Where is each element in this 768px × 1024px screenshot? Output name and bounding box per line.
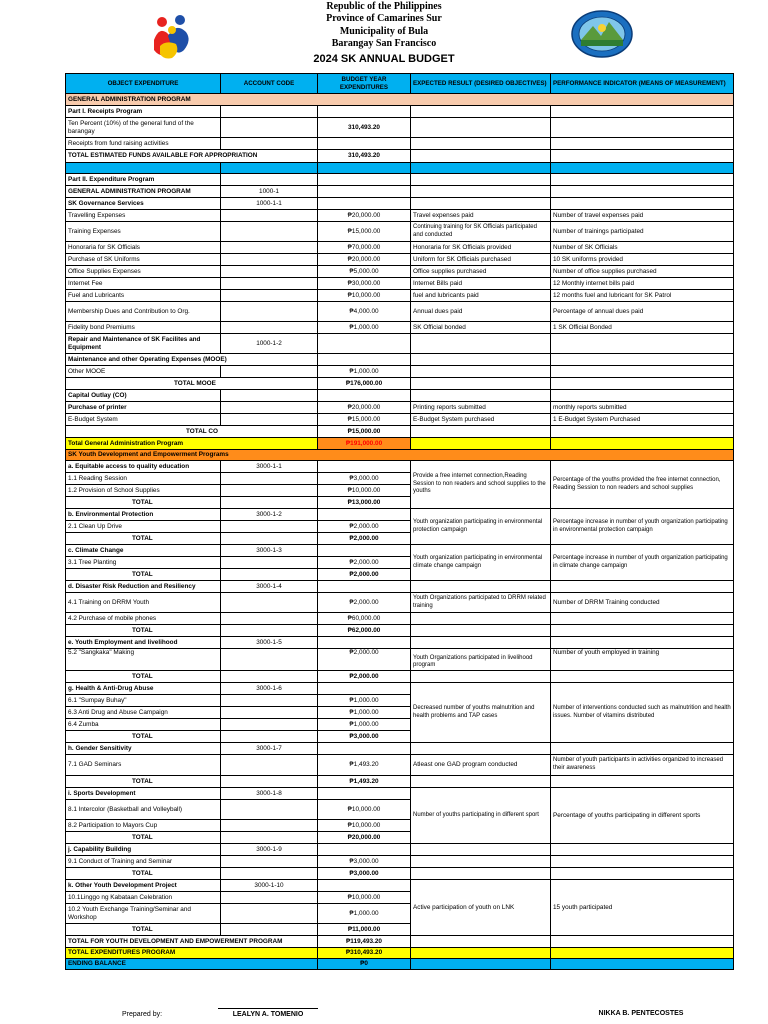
row-amount: ₱20,000.00	[318, 832, 411, 844]
row-label: h. Gender Sensitivity	[66, 743, 221, 755]
table-row	[66, 242, 734, 254]
row-amount: 310,493.20	[318, 118, 411, 138]
table-row	[66, 94, 734, 106]
row-expected: SK Official bonded	[411, 322, 551, 334]
row-label: TOTAL	[66, 625, 221, 637]
budget-table	[65, 73, 734, 970]
document-title: 2024 SK ANNUAL BUDGET	[313, 53, 455, 65]
row-amount: ₱1,000.00	[318, 904, 411, 924]
table-row	[66, 844, 734, 856]
row-label: a. Equitable access to quality education	[66, 461, 221, 473]
row-indicator: Percentage of annual dues paid	[551, 302, 734, 322]
row-label: Travelling Expenses	[66, 210, 221, 222]
row-amount: ₱310,493.20	[318, 948, 411, 959]
row-indicator: Number of SK Officials	[551, 242, 734, 254]
row-label: d. Disaster Risk Reduction and Resiliency	[66, 581, 221, 593]
row-label: 8.2 Participation to Mayors Cup	[66, 820, 221, 832]
row-amount: ₱13,000.00	[318, 497, 411, 509]
row-amount: ₱2,000.00	[318, 593, 411, 613]
row-label: g. Health & Anti-Drug Abuse	[66, 683, 221, 695]
row-label: c. Climate Change	[66, 545, 221, 557]
table-row	[66, 222, 734, 242]
row-indicator: 12 Monthly internet bills paid	[551, 278, 734, 290]
row-label: TOTAL EXPENDITURES PROGRAM	[66, 948, 318, 959]
row-amount: ₱15,000.00	[318, 414, 411, 426]
table-row	[66, 354, 734, 366]
row-expected: Youth Organizations participated in livelihood program	[411, 649, 551, 671]
row-label: TOTAL MOOE	[66, 378, 318, 390]
table-row	[66, 322, 734, 334]
header-line-republic: Republic of the Philippines	[326, 1, 442, 12]
row-label: 7.1 GAD Seminars	[66, 755, 221, 776]
row-label: GENERAL ADMINISTRATION PROGRAM	[66, 186, 221, 198]
row-amount: ₱62,000.00	[318, 625, 411, 637]
row-indicator: Percentage of the youths provided the free internet connection, Reading Session to non readers and school supplies	[551, 461, 734, 509]
row-expected: Continuing training for SK Officials participated and conducted	[411, 222, 551, 242]
row-indicator: 1 E-Budget System Purchased	[551, 414, 734, 426]
table-row	[66, 450, 734, 461]
row-amount: ₱10,000.00	[318, 892, 411, 904]
row-amount: ₱10,000.00	[318, 485, 411, 497]
header-lines	[0, 1, 768, 51]
row-indicator: Percentage of youths participating in different sports	[551, 788, 734, 844]
table-row	[66, 254, 734, 266]
row-code: 3000-1-10	[221, 880, 318, 892]
row-code: 3000-1-3	[221, 545, 318, 557]
row-expected: Atleast one GAD program conducted	[411, 755, 551, 776]
row-amount: ₱2,000.00	[318, 521, 411, 533]
table-row	[66, 948, 734, 959]
row-label: SK Governance Services	[66, 198, 221, 210]
row-code: 3000-1-8	[221, 788, 318, 800]
document-header	[0, 0, 768, 72]
column-header-account: ACCOUNT CODE	[221, 74, 318, 94]
row-amount: ₱11,000.00	[318, 924, 411, 936]
row-amount: ₱1,000.00	[318, 707, 411, 719]
row-label: ENDING BALANCE	[66, 959, 318, 970]
row-amount: ₱4,000.00	[318, 302, 411, 322]
table-row	[66, 334, 734, 354]
row-amount: ₱2,000.00	[318, 533, 411, 545]
row-label: Purchase of printer	[66, 402, 221, 414]
row-label: Membership Dues and Contribution to Org.	[66, 302, 221, 322]
row-label: Office Supplies Expenses	[66, 266, 221, 278]
table-row	[66, 198, 734, 210]
row-amount: ₱119,493.20	[318, 936, 411, 948]
row-code: 3000-1-4	[221, 581, 318, 593]
table-row	[66, 776, 734, 788]
row-expected: Honoraria for SK Officials provided	[411, 242, 551, 254]
row-amount: ₱3,000.00	[318, 868, 411, 880]
column-header-expected: EXPECTED RESULT (DESIRED OBJECTIVES)	[411, 74, 551, 94]
table-row	[66, 936, 734, 948]
table-row	[66, 581, 734, 593]
row-expected: Youth organization participating in environmental protection campaign	[411, 509, 551, 545]
row-label: 4.1 Training on DRRM Youth	[66, 593, 221, 613]
row-amount: ₱60,000.00	[318, 613, 411, 625]
row-label: Part I. Receipts Program	[66, 106, 221, 118]
table-row	[66, 150, 734, 163]
row-label: 6.3 Anti Drug and Abuse Campaign	[66, 707, 221, 719]
row-amount: ₱15,000.00	[318, 222, 411, 242]
row-amount: ₱2,000.00	[318, 671, 411, 683]
row-amount: ₱3,000.00	[318, 473, 411, 485]
row-label: 6.4 Zumba	[66, 719, 221, 731]
row-indicator: monthly reports submitted	[551, 402, 734, 414]
row-amount: ₱15,000.00	[318, 426, 411, 438]
row-indicator: Number of office supplies purchased	[551, 266, 734, 278]
row-expected: Decreased number of youths malnutrition and health problems and TAP cases	[411, 683, 551, 743]
table-row	[66, 868, 734, 880]
row-amount: ₱176,000.00	[318, 378, 411, 390]
row-amount: ₱20,000.00	[318, 402, 411, 414]
row-label: TOTAL ESTIMATED FUNDS AVAILABLE FOR APPROPRIATION	[66, 150, 318, 163]
row-label: Internet Fee	[66, 278, 221, 290]
table-row	[66, 593, 734, 613]
row-amount: ₱20,000.00	[318, 210, 411, 222]
row-label: Maintenance and other Operating Expenses (MOOE)	[66, 354, 318, 366]
barangay-seal-icon	[571, 10, 633, 58]
row-label: Capital Outlay (CO)	[66, 390, 221, 402]
row-amount: ₱1,000.00	[318, 719, 411, 731]
row-amount: ₱3,000.00	[318, 856, 411, 868]
table-row	[66, 210, 734, 222]
row-label: TOTAL	[66, 868, 221, 880]
table-row	[66, 438, 734, 450]
row-indicator: 12 months fuel and lubricant for SK Patrol	[551, 290, 734, 302]
row-label: 8.1 Intercolor (Basketball and Volleyball)	[66, 800, 221, 820]
row-indicator: Number of youth employed in training	[551, 649, 734, 671]
row-label: Part II. Expenditure Program	[66, 174, 221, 186]
table-row	[66, 671, 734, 683]
row-label: e. Youth Employment and livelihood	[66, 637, 221, 649]
row-code: 3000-1-1	[221, 461, 318, 473]
row-amount: ₱1,493.20	[318, 755, 411, 776]
row-indicator: Number of trainings participated	[551, 222, 734, 242]
row-indicator: 10 SK uniforms provided	[551, 254, 734, 266]
row-amount: ₱10,000.00	[318, 290, 411, 302]
row-label: 6.1 "Sumpay Buhay"	[66, 695, 221, 707]
row-label: Honoraria for SK Officials	[66, 242, 221, 254]
signature-footer	[0, 1008, 768, 1024]
row-label: 5.2 "Sangkaka" Making	[66, 649, 221, 671]
row-expected: Travel expenses paid	[411, 210, 551, 222]
row-amount: ₱0	[318, 959, 411, 970]
table-row	[66, 613, 734, 625]
row-amount: ₱1,000.00	[318, 366, 411, 378]
row-label: TOTAL	[66, 671, 221, 683]
row-amount: ₱1,493.20	[318, 776, 411, 788]
table-row	[66, 637, 734, 649]
row-code: 1000-1	[221, 186, 318, 198]
table-row	[66, 278, 734, 290]
row-indicator: Number of DRRM Training conducted	[551, 593, 734, 613]
row-label: 1.2 Provision of School Supplies	[66, 485, 221, 497]
table-row	[66, 366, 734, 378]
table-row	[66, 649, 734, 671]
row-label: Total General Administration Program	[66, 438, 318, 450]
row-label: Purchase of SK Uniforms	[66, 254, 221, 266]
row-indicator: 15 youth participated	[551, 880, 734, 936]
table-row	[66, 461, 734, 473]
row-label: 10.1Linggo ng Kabataan Celebration	[66, 892, 221, 904]
row-amount: ₱20,000.00	[318, 254, 411, 266]
table-row	[66, 426, 734, 438]
row-indicator: Percentage increase in number of youth organization participating in environmental protection campaign	[551, 509, 734, 545]
row-code: 3000-1-5	[221, 637, 318, 649]
row-amount: ₱1,000.00	[318, 322, 411, 334]
table-header-row	[66, 74, 734, 94]
row-amount: ₱3,000.00	[318, 731, 411, 743]
column-header-indicator: PERFORMANCE INDICATOR (MEANS OF MEASUREMENT)	[551, 74, 734, 94]
prepared-by-label: Prepared by:	[122, 1011, 163, 1018]
row-label: TOTAL CO	[66, 426, 318, 438]
row-label: 1.1 Reading Session	[66, 473, 221, 485]
row-indicator: 1 SK Official Bonded	[551, 322, 734, 334]
table-row	[66, 683, 734, 695]
table-row	[66, 290, 734, 302]
row-amount: ₱1,000.00	[318, 695, 411, 707]
header-line-municipality: Municipality of Bula	[339, 25, 429, 37]
table-row	[66, 743, 734, 755]
row-label: TOTAL	[66, 497, 221, 509]
row-expected: Annual dues paid	[411, 302, 551, 322]
row-expected: Uniform for SK Officials purchased	[411, 254, 551, 266]
table-row	[66, 545, 734, 557]
row-label: TOTAL	[66, 533, 221, 545]
row-amount: ₱2,000.00	[318, 569, 411, 581]
table-row	[66, 302, 734, 322]
row-amount: 310,493.20	[318, 150, 411, 163]
table-row	[66, 509, 734, 521]
row-indicator: Number of travel expenses paid	[551, 210, 734, 222]
row-label: TOTAL	[66, 776, 221, 788]
row-amount: ₱30,000.00	[318, 278, 411, 290]
row-expected: fuel and lubricants paid	[411, 290, 551, 302]
row-label: TOTAL	[66, 832, 221, 844]
table-row	[66, 402, 734, 414]
table-row	[66, 378, 734, 390]
row-amount: ₱2,000.00	[318, 557, 411, 569]
table-row	[66, 266, 734, 278]
signatory-name: LEALYN A. TOMENIO	[218, 1008, 318, 1018]
row-label: 10.2 Youth Exchange Training/Seminar and Workshop	[66, 904, 221, 924]
row-expected: Number of youths participating in different sport	[411, 788, 551, 844]
row-label: Receipts from fund raising activities	[66, 138, 221, 150]
table-row	[66, 390, 734, 402]
row-expected: Internet Bills paid	[411, 278, 551, 290]
row-label: TOTAL	[66, 924, 221, 936]
row-amount: ₱10,000.00	[318, 820, 411, 832]
row-code: 3000-1-9	[221, 844, 318, 856]
header-line-province: Province of Camarines Sur	[326, 13, 442, 25]
row-label: 3.1 Tree Planting	[66, 557, 221, 569]
row-amount: ₱191,000.00	[318, 438, 411, 450]
row-amount: ₱70,000.00	[318, 242, 411, 254]
row-indicator: Percentage increase in number of youth organization participating in climate change campaign	[551, 545, 734, 581]
row-label: 9.1 Conduct of Training and Seminar	[66, 856, 221, 868]
column-header-budget: BUDGET YEAR EXPENDITURES	[318, 74, 411, 94]
row-label: k. Other Youth Development Project	[66, 880, 221, 892]
row-amount: ₱5,000.00	[318, 266, 411, 278]
column-header-object: OBJECT EXPENDITURE	[66, 74, 221, 94]
row-expected: Office supplies purchased	[411, 266, 551, 278]
row-label: TOTAL FOR YOUTH DEVELOPMENT AND EMPOWERMENT PROGRAM	[66, 936, 318, 948]
row-label: Ten Percent (10%) of the general fund of the barangay	[66, 118, 221, 138]
table-row	[66, 118, 734, 138]
row-amount: ₱2,000.00	[318, 649, 411, 671]
row-label: Fuel and Lubricants	[66, 290, 221, 302]
row-expected: Youth organization participating in environmental climate change campaign	[411, 545, 551, 581]
row-expected: Active participation of youth on LNK	[411, 880, 551, 936]
row-code: 1000-1-2	[221, 334, 318, 354]
row-label: i. Sports Development	[66, 788, 221, 800]
table-row	[66, 755, 734, 776]
table-row	[66, 186, 734, 198]
row-amount: ₱10,000.00	[318, 800, 411, 820]
table-row	[66, 106, 734, 118]
row-label: j. Capability Building	[66, 844, 221, 856]
row-label: 4.2 Purchase of mobile phones	[66, 613, 221, 625]
signatory-name: NIKKA B. PENTECOSTES	[598, 1010, 684, 1017]
table-row	[66, 163, 734, 174]
header-line-barangay: Barangay San Francisco	[331, 38, 437, 50]
row-label: TOTAL	[66, 569, 221, 581]
row-expected: Printing reports submitted	[411, 402, 551, 414]
row-indicator: Number of interventions conducted such as malnutrition and health issues. Number of vitamins distributed	[551, 683, 734, 743]
row-label: TOTAL	[66, 731, 221, 743]
row-label: 2.1 Clean Up Drive	[66, 521, 221, 533]
row-code: 3000-1-6	[221, 683, 318, 695]
table-row	[66, 788, 734, 800]
row-label: Fidelity bond Premiums	[66, 322, 221, 334]
row-label: b. Environmental Protection	[66, 509, 221, 521]
table-row	[66, 856, 734, 868]
table-row	[66, 625, 734, 637]
table-row	[66, 138, 734, 150]
row-expected: E-Budget System purchased	[411, 414, 551, 426]
row-indicator: Number of youth participants in activities organized to increased their awareness	[551, 755, 734, 776]
table-row	[66, 414, 734, 426]
row-label: Other MOOE	[66, 366, 221, 378]
row-code: 3000-1-7	[221, 743, 318, 755]
section-title: GENERAL ADMINISTRATION PROGRAM	[66, 94, 734, 106]
section-title: SK Youth Development and Empowerment Programs	[66, 450, 734, 461]
table-row	[66, 880, 734, 892]
table-row	[66, 174, 734, 186]
row-label: E-Budget System	[66, 414, 221, 426]
row-label: Training Expenses	[66, 222, 221, 242]
table-row	[66, 959, 734, 970]
row-code: 1000-1-1	[221, 198, 318, 210]
row-label: Repair and Maintenance of SK Facilites and Equipment	[66, 334, 221, 354]
row-expected: Provide a free internet connection,Reading Session to non readers and school supplies to the youths	[411, 461, 551, 509]
row-expected: Youth Organizations participated to DRRM related training	[411, 593, 551, 613]
row-code: 3000-1-2	[221, 509, 318, 521]
